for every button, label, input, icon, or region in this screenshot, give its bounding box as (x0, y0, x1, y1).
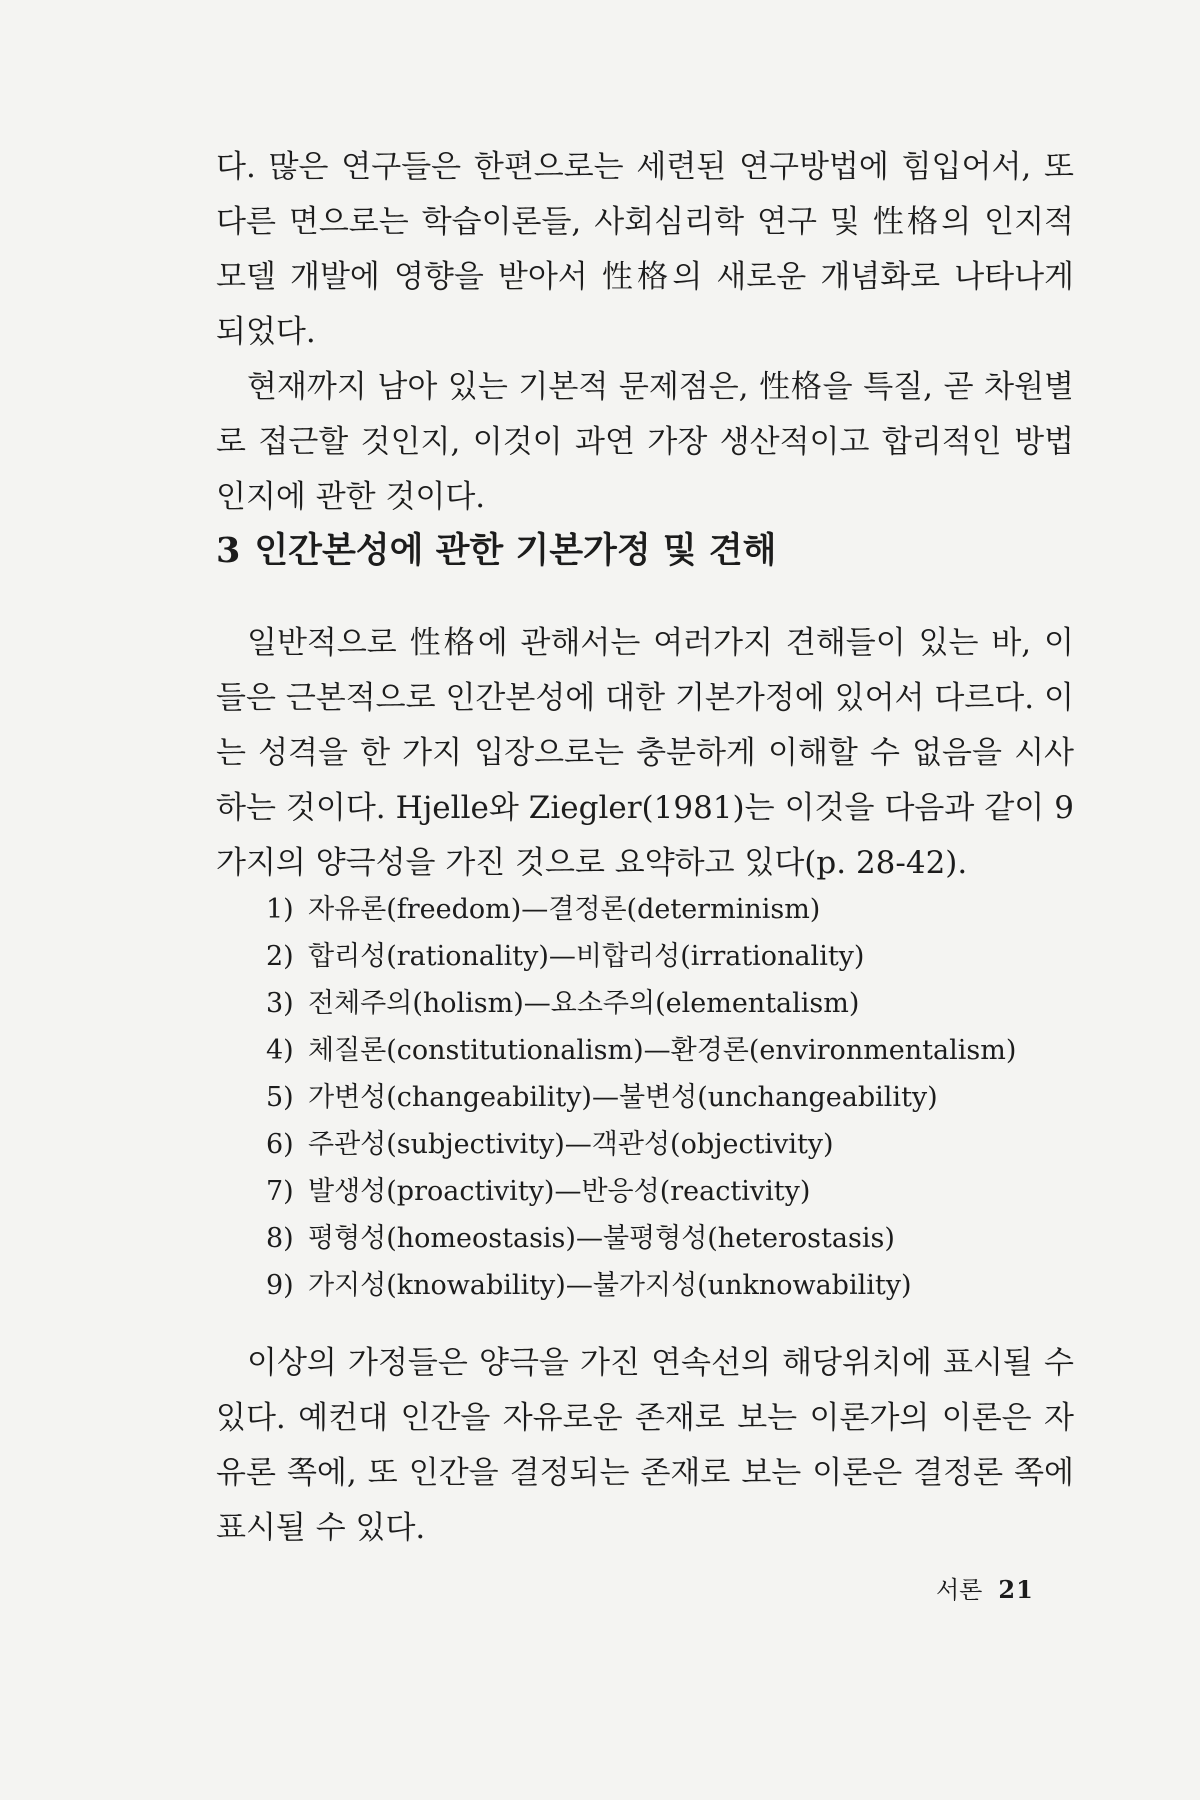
list-item-text: 주관성(subjectivity)—객관성(objectivity) (308, 1129, 834, 1160)
list-item-text: 전체주의(holism)—요소주의(elementalism) (308, 988, 860, 1019)
chapter-name: 서론 (936, 1576, 983, 1604)
list-item-number: 8) (266, 1223, 294, 1254)
page-content (216, 140, 1074, 1546)
list-item (266, 1074, 1016, 1121)
list-item-number: 9) (266, 1270, 294, 1301)
list-item-number: 4) (266, 1035, 294, 1066)
list-item-text: 평형성(homeostasis)—불평형성(heterostasis) (308, 1223, 895, 1254)
list-item-number: 1) (266, 894, 294, 925)
list-item (266, 1121, 1016, 1168)
page-footer (936, 1574, 1034, 1606)
list-item-text: 가변성(changeability)—불변성(unchangeability) (308, 1082, 938, 1113)
list-item-number: 5) (266, 1082, 294, 1113)
list-item (266, 933, 1016, 980)
intro-paragraph-continued: 다. 많은 연구들은 한편으로는 세련된 연구방법에 힘입어서, 또 다른 면으로는 학습이론들, 사회심리학 연구 및 性格의 인지적 모델 개발에 영향을 받아서 性格의 새로운 개념화로 나타나게 되었다. (216, 149, 1074, 350)
closing-paragraph-text: 이상의 가정들은 양극을 가진 연속선의 해당위치에 표시될 수 있다. 예컨대 인간을 자유로운 존재로 보는 이론가의 이론은 자유론 쪽에, 또 인간을 결정되는 존재로 보는 이론은 결정론 쪽에 표시될 수 있다. (216, 1345, 1074, 1546)
body-paragraph-text: 일반적으로 性格에 관해서는 여러가지 견해들이 있는 바, 이들은 근본적으로 인간본성에 대한 기본가정에 있어서 다르다. 이는 성격을 한 가지 입장으로는 충분하게 이해할 수 없음을 시사하는 것이다. Hjelle와 Ziegler(1981)는 이것을 다음과 같이 9가지의 양극성을 가진 것으로 요약하고 있다(p. 28-42). (216, 625, 1074, 881)
page-number: 21 (998, 1575, 1034, 1604)
list-item-number: 3) (266, 988, 294, 1019)
closing-paragraph (216, 1336, 1074, 1556)
section-heading (216, 526, 776, 576)
list-item (266, 1215, 1016, 1262)
list-item (266, 1262, 1016, 1309)
list-item (266, 980, 1016, 1027)
closing-block (216, 1336, 1074, 1556)
list-item-text: 합리성(rationality)—비합리성(irrationality) (308, 941, 865, 972)
list-item-text: 가지성(knowability)—불가지성(unknowability) (308, 1270, 912, 1301)
list-item-number: 2) (266, 941, 294, 972)
polarity-list (266, 886, 1016, 1309)
list-item-text: 자유론(freedom)—결정론(determinism) (308, 894, 821, 925)
intro-paragraph-2-text: 현재까지 남아 있는 기본적 문제점은, 性格을 특질, 곧 차원별로 접근할 것인지, 이것이 과연 가장 생산적이고 합리적인 방법인지에 관한 것이다. (216, 369, 1074, 515)
list-item-text: 체질론(constitutionalism)—환경론(environmentalism) (308, 1035, 1017, 1066)
body-block (216, 616, 1074, 891)
list-item (266, 1168, 1016, 1215)
list-item (266, 886, 1016, 933)
section-title-text: 인간본성에 관한 기본가정 및 견해 (254, 530, 777, 571)
section-number: 3 (216, 530, 241, 571)
list-item-number: 7) (266, 1176, 294, 1207)
list-item (266, 1027, 1016, 1074)
list-item-number: 6) (266, 1129, 294, 1160)
body-paragraph (216, 616, 1074, 891)
intro-paragraph-2 (216, 360, 1074, 525)
list-item-text: 발생성(proactivity)—반응성(reactivity) (308, 1176, 811, 1207)
